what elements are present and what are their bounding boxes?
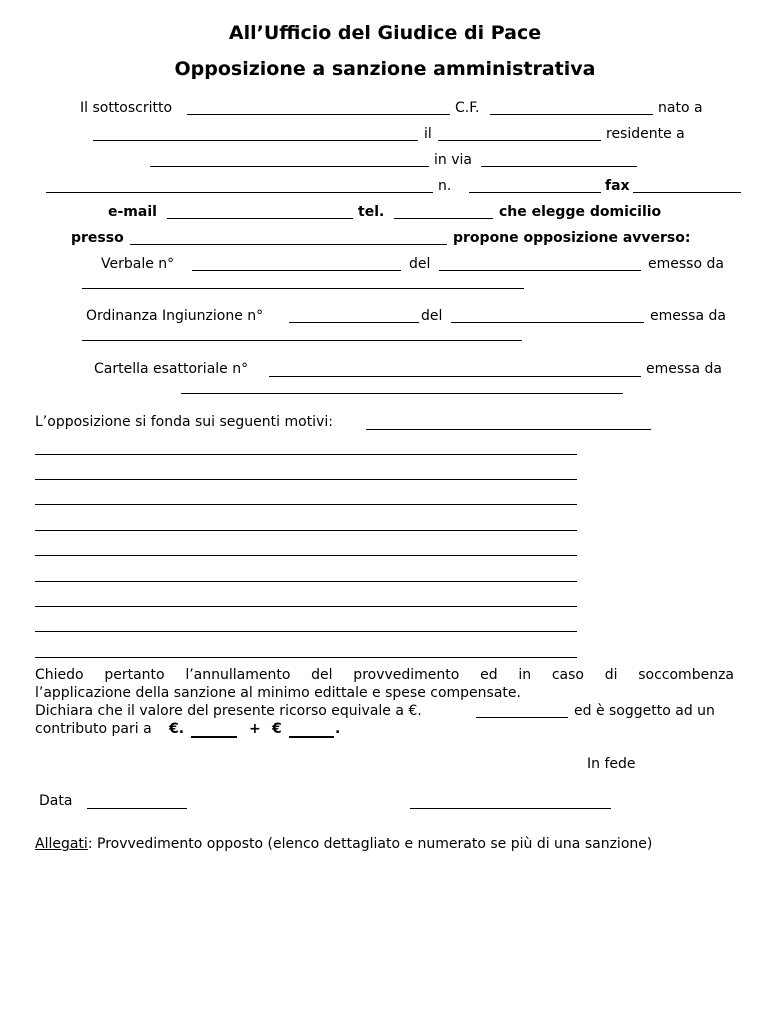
- label-residente-a: residente a: [606, 126, 685, 142]
- field-verbale-date[interactable]: [439, 270, 641, 271]
- label-ordinanza: Ordinanza Ingiunzione n°: [86, 308, 264, 324]
- field-data[interactable]: [87, 808, 187, 809]
- conclusion-line-3b: ed è soggetto ad un: [574, 703, 715, 719]
- field-ordinanza-date[interactable]: [451, 322, 644, 323]
- allegati-label: Allegati: [35, 836, 88, 852]
- field-name[interactable]: [187, 114, 450, 115]
- label-ordinanza-del: del: [421, 308, 443, 324]
- field-presso[interactable]: [130, 244, 447, 245]
- label-euro-1: €.: [169, 721, 185, 737]
- conclusion-line-2: l’applicazione della sanzione al minimo edittale e spese compensate.: [35, 685, 521, 701]
- field-fax[interactable]: [633, 192, 741, 193]
- label-verbale-del: del: [409, 256, 431, 272]
- label-in-via: in via: [434, 152, 472, 168]
- label-verbale: Verbale n°: [101, 256, 175, 272]
- label-il: il: [424, 126, 432, 142]
- field-street-cont[interactable]: [46, 192, 433, 193]
- field-birthplace[interactable]: [93, 140, 418, 141]
- field-verbale-issuer[interactable]: [82, 288, 524, 289]
- label-propone: propone opposizione avverso:: [453, 230, 691, 246]
- label-tel: tel.: [358, 204, 385, 220]
- motivi-line-9[interactable]: [35, 657, 577, 658]
- label-ordinanza-emessa-da: emessa da: [650, 308, 726, 324]
- field-valore[interactable]: [476, 717, 568, 718]
- label-fax: fax: [605, 178, 630, 194]
- conclusion-line-1: Chiedo pertanto l’annullamento del provvedimento ed in caso di soccombenza: [35, 667, 734, 683]
- label-data: Data: [39, 793, 73, 809]
- label-elegge: che elegge domicilio: [499, 204, 662, 220]
- motivi-line-8[interactable]: [35, 631, 577, 632]
- conclusion-line-4a: contributo pari a: [35, 721, 152, 737]
- motivi-line-6[interactable]: [35, 581, 577, 582]
- label-in-fede: In fede: [587, 756, 636, 772]
- field-motivi-first[interactable]: [366, 429, 651, 430]
- field-email[interactable]: [167, 218, 353, 219]
- document-title: All’Ufficio del Giudice di Pace: [228, 22, 542, 44]
- motivi-line-7[interactable]: [35, 606, 577, 607]
- label-emesso-da: emesso da: [648, 256, 724, 272]
- field-residence[interactable]: [150, 166, 429, 167]
- label-cartella-emessa-da: emessa da: [646, 361, 722, 377]
- field-contributo-1[interactable]: [191, 736, 237, 738]
- label-period: .: [335, 721, 341, 737]
- document-subtitle: Opposizione a sanzione amministrativa: [174, 58, 596, 80]
- label-motivi: L’opposizione si fonda sui seguenti motivi:: [35, 414, 333, 430]
- field-street[interactable]: [481, 166, 637, 167]
- field-birthdate[interactable]: [438, 140, 601, 141]
- label-cf: C.F.: [455, 100, 480, 116]
- field-tel[interactable]: [394, 218, 493, 219]
- allegati-line: [35, 835, 652, 853]
- allegati-text: : Provvedimento opposto (elenco dettagliato e numerato se più di una sanzione): [87, 836, 653, 852]
- motivi-line-3[interactable]: [35, 504, 577, 505]
- label-sottoscritto: Il sottoscritto: [80, 100, 173, 116]
- field-cartella-issuer[interactable]: [181, 393, 623, 394]
- field-contributo-2[interactable]: [289, 736, 334, 738]
- label-nato-a: nato a: [658, 100, 703, 116]
- label-presso: presso: [71, 230, 124, 246]
- field-ordinanza-n[interactable]: [289, 322, 419, 323]
- label-n: n.: [438, 178, 452, 194]
- label-cartella: Cartella esattoriale n°: [94, 361, 249, 377]
- field-signature[interactable]: [410, 808, 611, 809]
- label-plus: +: [249, 721, 261, 737]
- conclusion-line-3a: Dichiara che il valore del presente ricorso equivale a €.: [35, 703, 422, 719]
- field-verbale-n[interactable]: [192, 270, 401, 271]
- field-ordinanza-issuer[interactable]: [82, 340, 522, 341]
- motivi-line-4[interactable]: [35, 530, 577, 531]
- field-cf[interactable]: [490, 114, 653, 115]
- field-cartella-n[interactable]: [269, 376, 641, 377]
- motivi-line-2[interactable]: [35, 479, 577, 480]
- field-number[interactable]: [469, 192, 601, 193]
- label-euro-2: €: [272, 721, 282, 737]
- label-email: e-mail: [108, 204, 157, 220]
- motivi-line-1[interactable]: [35, 454, 577, 455]
- motivi-line-5[interactable]: [35, 555, 577, 556]
